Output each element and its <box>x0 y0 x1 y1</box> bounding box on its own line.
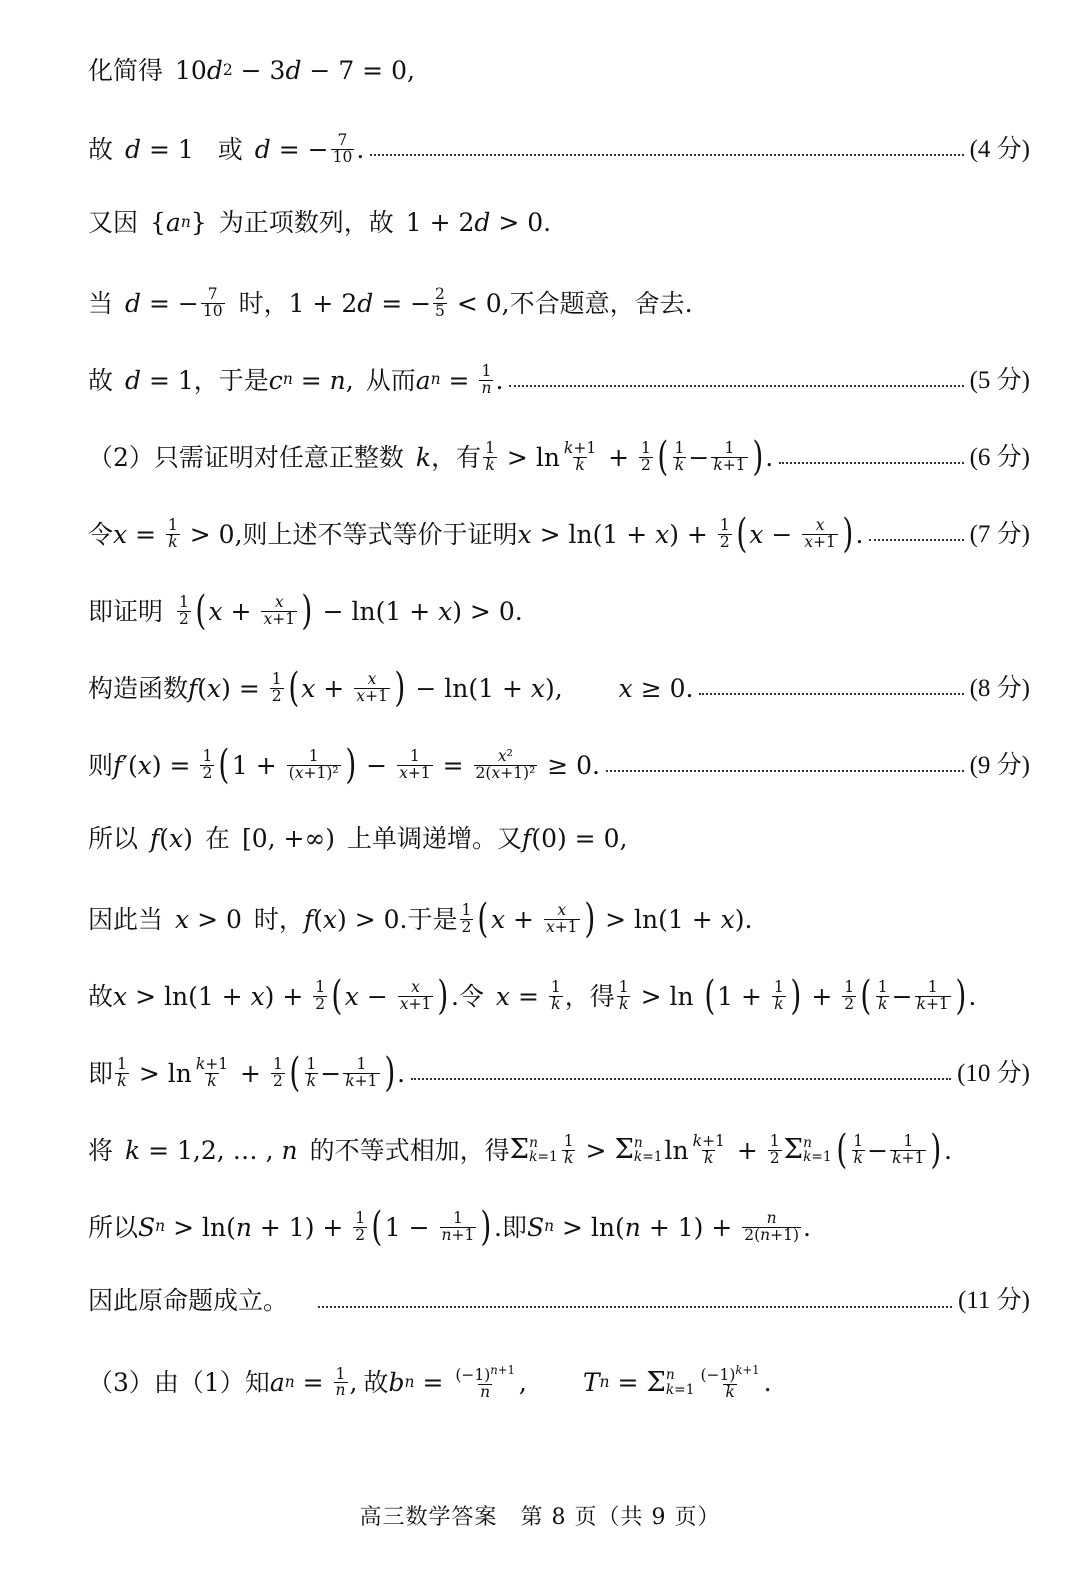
math: k ， <box>415 442 457 472</box>
math: d = − $\frac{7}{10}$ <box>125 285 223 320</box>
math: d = 1 <box>125 134 194 164</box>
score: (10 分) <box>957 1059 1030 1087</box>
text: 构造函数 <box>88 673 189 703</box>
text: 即 <box>88 1058 114 1088</box>
math: f ( x ) > 0. <box>303 904 408 934</box>
text: 故 <box>88 365 114 395</box>
math: $\frac{1}{2}$ ( x + $\frac{x}{x+1}$ ) > ln(1 + x ). <box>461 896 753 942</box>
line-1 <box>88 58 1030 83</box>
line-10 <box>88 742 1030 788</box>
text: 则 <box>88 750 114 780</box>
line-14 <box>88 1050 1030 1096</box>
math: k = 1,2, … , n <box>125 1135 298 1165</box>
text: 在 <box>204 824 230 853</box>
score: (7 分) <box>969 520 1030 548</box>
text: 故 <box>88 134 114 164</box>
text: 时， <box>238 288 289 318</box>
math: x > 0 <box>175 904 242 934</box>
text: 得 <box>589 981 615 1011</box>
score: (8 分) <box>969 674 1030 702</box>
text: 即证明 <box>88 596 164 626</box>
text: 所以 <box>88 1212 139 1242</box>
line-11 <box>88 826 1030 851</box>
score: (4 分) <box>969 135 1030 163</box>
line-8 <box>88 588 1030 634</box>
math: Σ n k=1 $\frac{1}{k}$ > Σ n k=1 ln $\frac{k+1}{k}$ + $\frac{1}{2}$ Σ n k=1 ( $\frac{1}{k}$ − $\frac{1}{k+1}$ ) . <box>509 1127 952 1173</box>
text: 或 <box>217 134 243 164</box>
math: x > ln(1 + x ) + $\frac{1}{2}$ ( x − $\frac{x}{x+1}$ ) . <box>113 973 459 1019</box>
math: f ( x ) <box>150 824 193 853</box>
math: { a n } <box>150 208 207 237</box>
math: S n > ln( n + 1) + $\frac{n}{2(n+1)}$ . <box>526 1209 811 1244</box>
math: S n > ln( n + 1) + $\frac{1}{2}$ ( 1 − $\frac{1}{n+1}$ ) . <box>138 1204 502 1250</box>
text: （3）由（1）知 <box>88 1368 270 1398</box>
text: 将 <box>88 1135 114 1165</box>
math: a n = $\frac{1}{n}$ , <box>269 1364 358 1400</box>
score: (9 分) <box>969 751 1030 779</box>
math: x > ln(1 + x ) + $\frac{1}{2}$ ( x − $\frac{x}{x+1}$ ) . <box>517 511 864 557</box>
line-9 <box>88 665 1030 711</box>
math: x = $\frac{1}{k}$ > 0, <box>113 516 243 551</box>
line-12 <box>88 896 1030 942</box>
math: [0, +∞) <box>241 824 336 853</box>
text: 因此原命题成立。 <box>88 1286 289 1315</box>
math: x = $\frac{1}{k}$ ， <box>495 978 590 1013</box>
math: 1 + 2 d = − $\frac{2}{5}$ < 0, <box>288 285 510 320</box>
line-18 <box>88 1365 1030 1400</box>
line-4 <box>88 287 1030 319</box>
math: d = 1， <box>125 365 219 395</box>
line-7 <box>88 511 1030 557</box>
math: $\frac{1}{k}$ > ln ( 1 + $\frac{1}{k}$ ) + $\frac{1}{2}$ ( $\frac{1}{k}$ − $\frac{1}{k+1}$ ) . <box>618 973 977 1019</box>
score: (11 分) <box>958 1287 1030 1314</box>
text: 故 <box>88 981 114 1011</box>
line-5 <box>88 364 1030 396</box>
math: f ′( x ) = $\frac{1}{2}$ ( 1 + $\frac{1}{\text{(x+1)²}}$ ) − $\frac{1}{x+1}$ = $\frac{\text{x²}}{\text{2(x+1)²}}$ ≥ 0. <box>113 742 601 788</box>
text: 则上述不等式等价于证明 <box>242 519 518 549</box>
math: f ( x ) = $\frac{1}{2}$ ( x + $\frac{x}{x+1}$ ) − ln(1 + x ), <box>188 665 563 711</box>
text: 即 <box>501 1212 527 1242</box>
text: 从而 <box>365 365 416 395</box>
text: 所以 <box>88 824 139 853</box>
math: b n = $\frac{(-1)^{n+1}}{n}$ , <box>388 1363 527 1401</box>
math: 10 d 2 − 3 d − 7 = 0, <box>175 56 415 85</box>
line-15 <box>88 1127 1030 1173</box>
math: a n = $\frac{1}{n}$ . <box>415 362 504 397</box>
text: （2）只需证明对任意正整数 <box>88 442 404 472</box>
text: 化简得 <box>88 56 164 85</box>
math: d = − $\frac{7}{10}$ . <box>254 131 365 166</box>
text: 令 <box>88 519 114 549</box>
text: 令 <box>458 981 484 1011</box>
math: $\frac{1}{2}$ ( x + $\frac{x}{x+1}$ ) − ln(1 + x ) > 0. <box>179 588 523 634</box>
text: 于是 <box>407 904 458 934</box>
text: 为正项数列，故 <box>218 208 394 237</box>
math: 1 + 2 d > 0. <box>405 208 552 237</box>
line-2 <box>88 133 1030 165</box>
score: (5 分) <box>969 366 1030 394</box>
text: 有 <box>456 442 482 472</box>
text: 的不等式相加，得 <box>309 1135 510 1165</box>
page-footer: 高三数学答案 第 8 页（共 9 页） <box>359 1505 721 1530</box>
math: x ≥ 0. <box>618 673 694 703</box>
text: 因此当 <box>88 904 164 934</box>
text: 不合题意，舍去. <box>509 288 693 318</box>
math: $\frac{1}{k}$ > ln $\frac{k+1}{k}$ + $\frac{1}{2}$ ( $\frac{1}{k}$ − $\frac{1}{k+1}$ ) . <box>485 434 774 480</box>
math: f (0) = 0, <box>522 824 628 853</box>
text: 于是 <box>218 365 269 395</box>
text: 时， <box>253 904 304 934</box>
text: 又因 <box>88 208 139 237</box>
math: T n = Σ n k=1 $\frac{(-1)^{k+1}}{k}$ . <box>582 1363 772 1401</box>
line-13 <box>88 973 1030 1019</box>
text: 故 <box>363 1368 389 1398</box>
text: 上单调递增。又 <box>347 824 523 853</box>
math: $\frac{1}{k}$ > ln $\frac{k+1}{k}$ + $\frac{1}{2}$ ( $\frac{1}{k}$ − $\frac{1}{k+1}$ ) . <box>117 1050 406 1096</box>
line-17 <box>88 1288 1030 1313</box>
score: (6 分) <box>969 443 1030 471</box>
line-16 <box>88 1204 1030 1250</box>
text: 当 <box>88 288 114 318</box>
line-3 <box>88 210 1030 235</box>
line-6 <box>88 434 1030 480</box>
math: c n = n , <box>268 365 354 395</box>
